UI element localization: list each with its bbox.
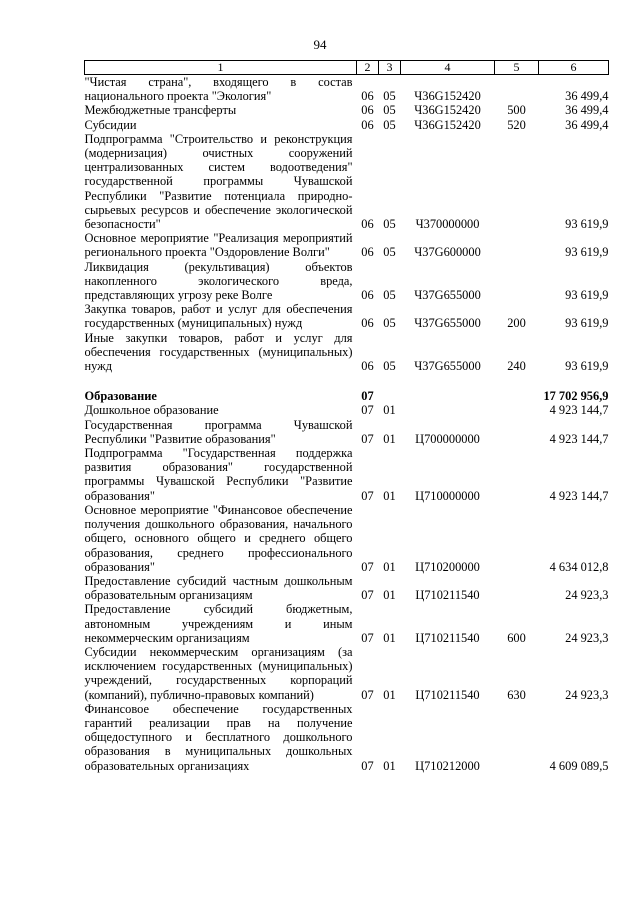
row-amount-cell: 36 499,4 (565, 117, 609, 132)
row-target-code-cell: Ч37G655000 (414, 316, 481, 331)
table-row (85, 302, 609, 330)
table-row (85, 231, 609, 259)
header-col-2: 2 (357, 61, 379, 75)
row-amount-cell: 93 619,9 (565, 245, 609, 260)
row-expense-type-cell (495, 132, 539, 231)
budget-table (84, 60, 609, 773)
row-target-code-cell: Ц710000000 (415, 488, 480, 503)
table-row (85, 331, 609, 374)
row-subsection-cell: 05 (383, 316, 396, 331)
row-expense-type-cell: 630 (507, 687, 526, 702)
row-name-cell: Образование (84, 389, 157, 404)
table-row (85, 118, 609, 132)
header-col-5: 5 (495, 61, 539, 75)
table-body (85, 75, 609, 773)
row-subsection-cell: 01 (383, 488, 396, 503)
row-amount-cell: 17 702 956,9 (543, 389, 609, 404)
row-subsection-cell (379, 389, 401, 403)
row-expense-type-cell (495, 503, 539, 574)
table-row (85, 418, 609, 446)
row-target-code-cell: Ч37G600000 (414, 245, 481, 260)
row-expense-type-cell (495, 574, 539, 602)
row-expense-type-cell (495, 403, 539, 417)
row-name-cell: Основное мероприятие "Реализация мероприятий регионального проекта "Оздоровление Волги" (84, 231, 353, 260)
row-amount-cell: 93 619,9 (565, 316, 609, 331)
row-expense-type-cell (495, 389, 539, 403)
row-name-cell: Финансовое обеспечение государственных гарантий реализации прав на получение общедоступного и бесплатного дошкольного образования в муниципальных дошкольных образовательных организациях (84, 701, 353, 773)
row-section-cell: 06 (361, 217, 374, 232)
row-amount-cell: 4 923 144,7 (549, 488, 609, 503)
row-expense-type-cell: 500 (507, 103, 526, 118)
row-name-cell: Подпрограмма "Строительство и реконструкция (модернизация) очистных сооружений централизованных систем водоотведения" государственной программы Чувашской Республики "Развитие потенциала природно-сырьевых ресурсов и обеспечение экологической безопасности" (84, 131, 353, 232)
row-expense-type-cell: 200 (507, 316, 526, 331)
row-expense-type-cell: 600 (507, 630, 526, 645)
row-section-cell: 07 (361, 488, 374, 503)
row-subsection-cell: 05 (383, 89, 396, 104)
row-target-code-cell: Ч37G655000 (414, 359, 481, 374)
row-name-cell: "Чистая страна", входящего в состав национального проекта "Экология" (84, 75, 353, 104)
row-amount-cell: 24 923,3 (565, 687, 609, 702)
row-amount-cell: 4 923 144,7 (549, 403, 609, 418)
row-target-code-cell: Ц700000000 (415, 431, 480, 446)
row-section-cell: 07 (361, 403, 374, 418)
row-section-cell: 06 (361, 89, 374, 104)
row-amount-cell: 36 499,4 (565, 103, 609, 118)
row-amount-cell: 4 609 089,5 (549, 758, 609, 773)
row-target-code-cell (401, 403, 495, 417)
header-col-3: 3 (379, 61, 401, 75)
row-expense-type-cell: 240 (507, 359, 526, 374)
row-subsection-cell: 05 (383, 217, 396, 232)
row-target-code-cell: Ч36G152420 (414, 117, 481, 132)
row-section-cell: 06 (361, 117, 374, 132)
row-name-cell: Субсидии некоммерческим организациям (за исключением государственных (муниципальных) учреждений, государственных корпораций (компаний), публично-правовых компаний) (84, 644, 353, 702)
row-expense-type-cell (495, 418, 539, 446)
table-row (85, 389, 609, 403)
header-col-4: 4 (401, 61, 495, 75)
row-name-cell: Закупка товаров, работ и услуг для обеспечения государственных (муниципальных) нужд (84, 302, 353, 331)
row-section-cell: 07 (361, 687, 374, 702)
row-subsection-cell: 01 (383, 687, 396, 702)
page-number: 94 (313, 37, 327, 52)
row-name-cell: Межбюджетные трансферты (84, 103, 237, 118)
row-target-code-cell: Ч36G152420 (414, 89, 481, 104)
row-amount-cell: 93 619,9 (565, 217, 609, 232)
row-target-code-cell: Ч36G152420 (414, 103, 481, 118)
row-target-code-cell: Ц710211540 (415, 588, 480, 603)
row-name-cell: Дошкольное образование (84, 403, 219, 418)
row-subsection-cell: 01 (383, 559, 396, 574)
row-amount-cell: 24 923,3 (565, 588, 609, 603)
table-row (85, 132, 609, 231)
row-amount-cell: 93 619,9 (565, 288, 609, 303)
table-row (85, 702, 609, 773)
row-subsection-cell: 05 (383, 103, 396, 118)
row-target-code-cell: Ц710212000 (415, 758, 480, 773)
header-col-6: 6 (539, 61, 609, 75)
row-subsection-cell: 01 (383, 403, 396, 418)
row-target-code-cell: Ц710211540 (415, 687, 480, 702)
row-name-cell: Ликвидация (рекультивация) объектов накопленного экологического вреда, представляющих угрозу реке Волге (84, 259, 353, 303)
row-section-cell: 06 (361, 316, 374, 331)
row-subsection-cell: 01 (383, 431, 396, 446)
row-amount-cell: 36 499,4 (565, 89, 609, 104)
row-amount-cell: 4 923 144,7 (549, 431, 609, 446)
row-section-cell: 07 (361, 389, 374, 404)
row-subsection-cell: 05 (383, 117, 396, 132)
row-section-cell: 06 (361, 103, 374, 118)
row-expense-type-cell (495, 260, 539, 303)
row-name-cell: Основное мероприятие "Финансовое обеспечение получения дошкольного образования, начального общего, основного общего и среднего общего образования, среднего профессионального образования" (84, 502, 353, 574)
row-name-cell: Подпрограмма "Государственная поддержка развития образования" государственной программы Чувашской Республики "Развитие образования" (84, 446, 353, 503)
row-section-cell: 06 (361, 359, 374, 374)
table-row (85, 645, 609, 702)
table-row (85, 574, 609, 602)
row-name-cell: Предоставление субсидий бюджетным, автономным учреждениям и иным некоммерческим организациям (84, 602, 353, 645)
table-row (85, 75, 609, 104)
table-row (85, 373, 609, 389)
table-row (85, 602, 609, 645)
header-col-1: 1 (85, 61, 357, 75)
row-target-code-cell (401, 389, 495, 403)
row-target-code-cell: Ц710211540 (415, 630, 480, 645)
row-amount-cell: 24 923,3 (565, 630, 609, 645)
row-expense-type-cell: 520 (507, 117, 526, 132)
row-amount-cell: 4 634 012,8 (549, 559, 609, 574)
row-subsection-cell: 05 (383, 359, 396, 374)
row-name-cell: Субсидии (84, 117, 137, 132)
row-expense-type-cell (495, 446, 539, 503)
row-expense-type-cell (495, 231, 539, 259)
table-row (85, 403, 609, 417)
row-name-cell: Иные закупки товаров, работ и услуг для обеспечения государственных (муниципальных) нужд (84, 330, 353, 374)
row-expense-type-cell (495, 702, 539, 773)
row-section-cell: 06 (361, 288, 374, 303)
row-target-code-cell: Ц710200000 (415, 559, 480, 574)
row-name-cell: Предоставление субсидий частным дошкольным образовательным организациям (84, 573, 353, 603)
row-subsection-cell: 05 (383, 245, 396, 260)
table-row (85, 446, 609, 503)
row-subsection-cell: 01 (383, 588, 396, 603)
table-header-row (85, 61, 609, 75)
spacer-cell (85, 373, 609, 389)
row-section-cell: 07 (361, 588, 374, 603)
row-section-cell: 07 (361, 630, 374, 645)
row-subsection-cell: 01 (383, 758, 396, 773)
table-row (85, 103, 609, 117)
row-expense-type-cell (495, 75, 539, 104)
table-row (85, 503, 609, 574)
row-section-cell: 07 (361, 559, 374, 574)
row-amount-cell: 93 619,9 (565, 359, 609, 374)
row-target-code-cell: Ч37G655000 (414, 288, 481, 303)
table-row (85, 260, 609, 303)
row-section-cell: 06 (361, 245, 374, 260)
row-name-cell: Государственная программа Чувашской Республики "Развитие образования" (84, 417, 353, 446)
row-target-code-cell: Ч370000000 (415, 217, 480, 232)
row-subsection-cell: 05 (383, 288, 396, 303)
row-section-cell: 07 (361, 758, 374, 773)
row-section-cell: 07 (361, 431, 374, 446)
row-subsection-cell: 01 (383, 630, 396, 645)
